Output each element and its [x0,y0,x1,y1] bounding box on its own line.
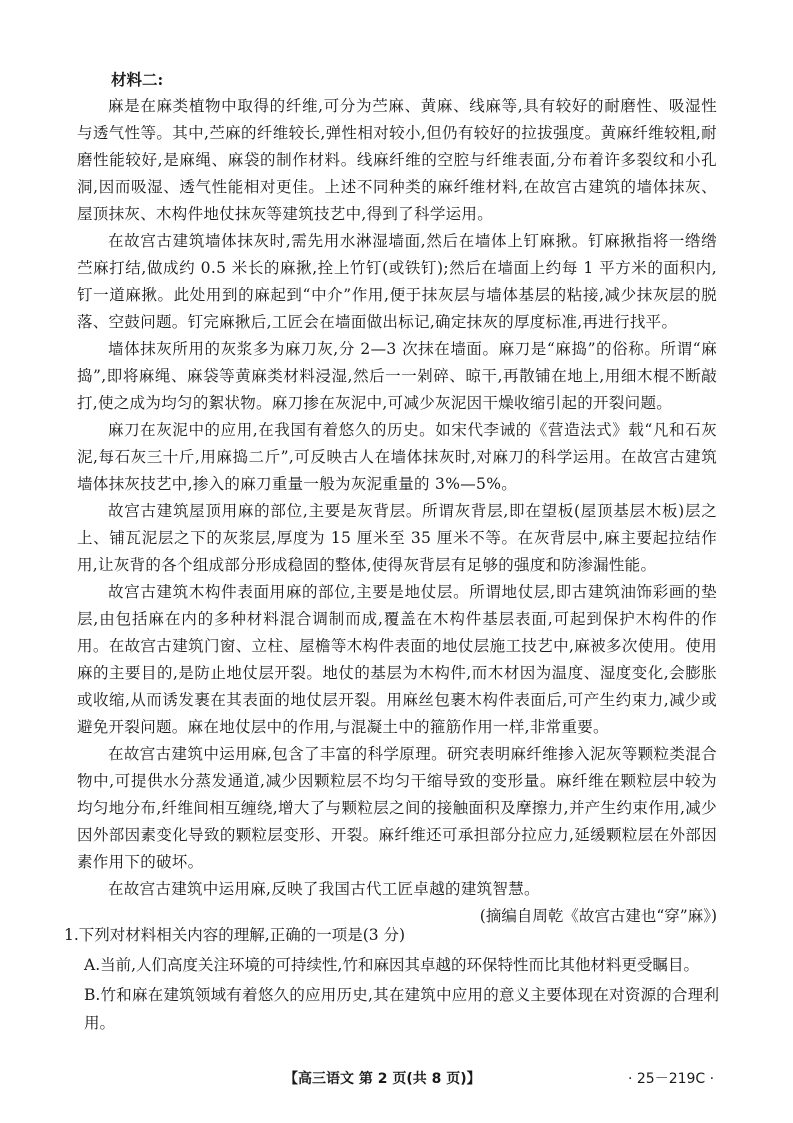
paragraph-4: 麻刀在灰泥中的应用,在我国有着悠久的历史。如宋代李诫的《营造法式》载“凡和石灰泥,每石灰三十斤,用麻捣二斤”,可反映古人在墙体抹灰时,对麻刀的科学运用。在故宫古建筑墙体抹灰技艺中,掺入的麻刀重量一般为灰泥重量的 3%—5%。 [77,421,717,493]
option-b: B.竹和麻在建筑领域有着悠久的应用历史,其在建筑中应用的意义主要体现在对资源的合理利用。 [84,986,719,1032]
paragraph-6: 故宫古建筑木构件表面用麻的部位,主要是地仗层。所谓地仗层,即古建筑油饰彩画的垫层,由包括麻在内的多种材料混合调制而成,覆盖在木构件基层表面,可起到保护木构件的作用。在故宫古建筑门窗、立柱、屋檐等木构件表面的地仗层施工技艺中,麻被多次使用。使用麻的主要目的,是防止地仗层开裂。地仗的基层为木构件,而木材因为温度、湿度变化,会膨胀或收缩,从而诱发裹在其表面的地仗层开裂。用麻丝包裹木构件表面后,可产生约束力,减少或避免开裂问题。麻在地仗层中的作用,与混凝土中的箍筋作用一样,非常重要。 [77,583,717,736]
paragraph-2: 在故宫古建筑墙体抹灰时,需先用水淋湿墙面,然后在墙体上钉麻揪。钉麻揪指将一绺绺苎麻打结,做成约 0.5 米长的麻揪,拴上竹钉(或铁钉);然后在墙面上约每 1 平方米的面积内,钉一道麻揪。此处用到的麻起到“中介”作用,便于抹灰层与墙体基层的粘接,减少抹灰层的脱落、空鼓问题。钉完麻揪后,工匠会在墙面做出标记,确定抹灰的厚度标准,再进行找平。 [77,232,717,331]
paragraph-3: 墙体抹灰所用的灰浆多为麻刀灰,分 2—3 次抹在墙面。麻刀是“麻捣”的俗称。所谓“麻捣”,即将麻绳、麻袋等黄麻类材料浸湿,然后一一剁碎、晾干,再散铺在地上,用细木棍不断敲打,使之成为均匀的絮状物。麻刀掺在灰泥中,可减少灰泥因干燥收缩引起的开裂问题。 [77,340,717,412]
reading-material [77,66,717,930]
question-1 [64,922,719,1037]
footer-page-info: 【高三语文 第 2 页(共 8 页)】 [284,1071,481,1087]
question-stem: 1.下列对材料相关内容的理解,正确的一项是(3 分) [64,926,406,944]
footer-exam-code: · 25－219C · [628,1071,715,1087]
option-a: A.当前,人们高度关注环境的可持续性,竹和麻因其卓越的环保特性而比其他材料更受瞩目。 [84,956,699,974]
page-footer [0,1068,793,1092]
paragraph-8: 在故宫古建筑中运用麻,反映了我国古代工匠卓越的建筑智慧。 [108,880,540,898]
paragraph-1: 麻是在麻类植物中取得的纤维,可分为苎麻、黄麻、线麻等,具有较好的耐磨性、吸湿性与透气性等。其中,苎麻的纤维较长,弹性相对较小,但仍有较好的拉拔强度。黄麻纤维较粗,耐磨性能较好,是麻绳、麻袋的制作材料。线麻纤维的空腔与纤维表面,分布着许多裂纹和小孔洞,因而吸湿、透气性能相对更佳。上述不同种类的麻纤维材料,在故宫古建筑的墙体抹灰、屋顶抹灰、木构件地仗抹灰等建筑技艺中,得到了科学运用。 [77,97,717,223]
paragraph-7: 在故宫古建筑中运用麻,包含了丰富的科学原理。研究表明麻纤维掺入泥灰等颗粒类混合物中,可提供水分蒸发通道,减少因颗粒层不均匀干缩导致的变形量。麻纤维在颗粒层中较为均匀地分布,纤维间相互缠绕,增大了与颗粒层之间的接触面积及摩擦力,并产生约束作用,减少因外部因素变化导致的颗粒层变形、开裂。麻纤维还可承担部分拉应力,延缓颗粒层在外部因素作用下的破坏。 [77,745,717,871]
source-citation: (摘编自周乾《故宫古建也“穿”麻》) [479,907,717,925]
section-title: 材料二: [111,70,164,89]
paragraph-5: 故宫古建筑屋顶用麻的部位,主要是灰背层。所谓灰背层,即在望板(屋顶基层木板)层之上、铺瓦泥层之下的灰浆层,厚度为 15 厘米至 35 厘米不等。在灰背层中,麻主要起拉结作用,让灰背的各个组成部分形成稳固的整体,使得灰背层有足够的强度和防渗漏性能。 [77,502,717,574]
